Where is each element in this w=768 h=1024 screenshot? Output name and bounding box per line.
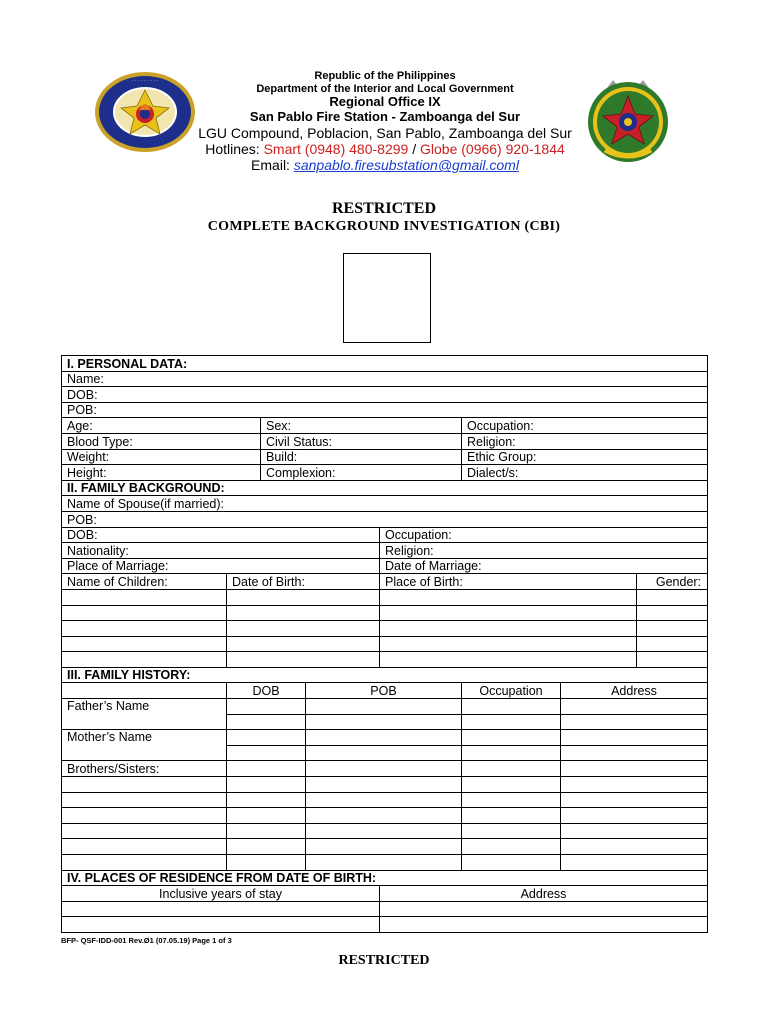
religion-field[interactable]: Religion: (462, 433, 708, 449)
ethnic-group-field[interactable]: Ethic Group: (462, 449, 708, 465)
form-code: BFP- QSF-IDD-001 Rev.Ø1 (07.05.19) Page 1 of 3 (61, 936, 232, 945)
spouse-religion-field[interactable]: Religion: (380, 543, 708, 559)
weight-field[interactable]: Weight: (62, 449, 261, 465)
table-cell[interactable] (227, 761, 306, 777)
spouse-field[interactable]: Name of Spouse(if married): (62, 496, 708, 512)
department-line: Department of the Interior and Local Government (256, 82, 514, 95)
siblings-label: Brothers/Sisters: (62, 761, 227, 777)
inclusive-years-header: Inclusive years of stay (62, 886, 380, 902)
dob-field[interactable]: DOB: (62, 387, 708, 403)
history-pob-header: POB (306, 683, 462, 699)
table-cell[interactable] (227, 652, 380, 668)
station-line: San Pablo Fire Station - Zamboanga del Sur (249, 109, 521, 125)
table-cell[interactable] (227, 621, 380, 637)
mothers-name-label: Mother’s Name (62, 730, 227, 761)
smart-number: Smart (0948) 480-8299 (263, 141, 409, 158)
spouse-occupation-field[interactable]: Occupation: (380, 527, 708, 543)
table-cell[interactable] (462, 839, 561, 855)
section-family-history: III. FAMILY HISTORY: (62, 667, 708, 683)
nationality-field[interactable]: Nationality: (62, 543, 380, 559)
table-cell[interactable] (227, 808, 306, 824)
residence-address-header: Address (380, 886, 708, 902)
section-places-of-residence: IV. PLACES OF RESIDENCE FROM DATE OF BIRTH: (62, 870, 708, 886)
table-cell[interactable] (62, 855, 227, 871)
table-cell[interactable] (561, 855, 708, 871)
build-field[interactable]: Build: (261, 449, 462, 465)
email-link[interactable]: sanpablo.firesubstation@gmail.coml (293, 157, 519, 174)
table-cell[interactable] (62, 823, 227, 839)
table-cell[interactable] (462, 730, 561, 746)
section-family-background: II. FAMILY BACKGROUND: (62, 480, 708, 496)
letterhead (150, 70, 620, 173)
republic-line: Republic of the Philippines (314, 70, 456, 82)
table-cell[interactable] (380, 901, 708, 917)
table-cell[interactable] (306, 839, 462, 855)
table-cell[interactable] (561, 808, 708, 824)
table-cell[interactable] (62, 901, 380, 917)
civil-status-field[interactable]: Civil Status: (261, 433, 462, 449)
table-row (62, 636, 708, 652)
hotlines-label: Hotlines: (205, 141, 264, 158)
children-dob-header: Date of Birth: (227, 574, 380, 590)
table-cell[interactable] (62, 777, 227, 793)
table-cell[interactable] (637, 636, 708, 652)
email-line (150, 157, 620, 173)
table-cell[interactable] (227, 699, 306, 715)
table-cell[interactable] (380, 652, 637, 668)
table-cell[interactable] (62, 808, 227, 824)
table-cell[interactable] (306, 808, 462, 824)
section-personal-data: I. PERSONAL DATA: (62, 356, 708, 372)
cbi-form-table (61, 355, 708, 933)
table-row (62, 917, 708, 933)
table-cell[interactable] (62, 917, 380, 933)
children-pob-header: Place of Birth: (380, 574, 637, 590)
table-cell[interactable] (227, 636, 380, 652)
table-cell[interactable] (306, 714, 462, 730)
table-cell[interactable] (306, 855, 462, 871)
table-row (62, 621, 708, 637)
table-cell[interactable] (637, 605, 708, 621)
table-cell[interactable] (227, 777, 306, 793)
restricted-bottom: RESTRICTED (338, 953, 430, 968)
table-row (62, 901, 708, 917)
table-cell[interactable] (380, 589, 637, 605)
table-cell[interactable] (380, 917, 708, 933)
table-cell[interactable] (306, 730, 462, 746)
children-gender-header: Gender: (637, 574, 708, 590)
svg-text:· · · · · · · · ·: · · · · · · · · · (131, 78, 159, 84)
regional-office-line: Regional Office IX (329, 94, 441, 110)
table-row (62, 777, 708, 793)
table-cell[interactable] (227, 714, 306, 730)
date-of-marriage-field[interactable]: Date of Marriage: (380, 558, 708, 574)
table-cell[interactable] (561, 839, 708, 855)
table-cell[interactable] (561, 714, 708, 730)
table-cell (62, 683, 227, 699)
table-row (62, 808, 708, 824)
table-cell[interactable] (380, 605, 637, 621)
address-line: LGU Compound, Poblacion, San Pablo, Zamboanga del Sur (198, 125, 572, 142)
table-cell[interactable] (462, 823, 561, 839)
hotlines-line (150, 141, 620, 157)
table-cell[interactable] (637, 652, 708, 668)
table-cell[interactable] (306, 792, 462, 808)
table-cell[interactable] (306, 777, 462, 793)
pob-field[interactable]: POB: (62, 402, 708, 418)
table-cell[interactable] (561, 745, 708, 761)
table-cell[interactable] (561, 730, 708, 746)
table-cell[interactable] (561, 792, 708, 808)
table-row (62, 855, 708, 871)
blood-type-field[interactable]: Blood Type: (62, 433, 261, 449)
table-cell[interactable] (380, 621, 637, 637)
table-cell[interactable] (62, 839, 227, 855)
children-name-header: Name of Children: (62, 574, 227, 590)
form-title: COMPLETE BACKGROUND INVESTIGATION (CBI) (207, 219, 561, 234)
table-cell[interactable] (462, 745, 561, 761)
table-cell[interactable] (462, 699, 561, 715)
spouse-dob-field[interactable]: DOB: (62, 527, 380, 543)
place-of-marriage-field[interactable]: Place of Marriage: (62, 558, 380, 574)
table-cell[interactable] (462, 808, 561, 824)
table-cell[interactable] (306, 761, 462, 777)
complexion-field[interactable]: Complexion: (261, 465, 462, 481)
table-cell[interactable] (227, 745, 306, 761)
email-label: Email: (251, 157, 294, 174)
table-cell[interactable] (561, 699, 708, 715)
table-row (62, 652, 708, 668)
table-cell[interactable] (637, 621, 708, 637)
table-cell[interactable] (380, 636, 637, 652)
history-occupation-header: Occupation (462, 683, 561, 699)
dialects-field[interactable]: Dialect/s: (462, 465, 708, 481)
table-cell[interactable] (637, 589, 708, 605)
table-cell[interactable] (62, 605, 227, 621)
hotline-separator: / (408, 141, 420, 158)
table-cell[interactable] (306, 823, 462, 839)
table-cell[interactable] (227, 855, 306, 871)
name-field[interactable]: Name: (62, 371, 708, 387)
restricted-top: RESTRICTED (331, 200, 437, 217)
table-cell[interactable] (462, 792, 561, 808)
table-row (62, 839, 708, 855)
table-cell[interactable] (306, 699, 462, 715)
photo-box[interactable] (343, 253, 431, 343)
table-cell[interactable] (227, 792, 306, 808)
sex-field[interactable]: Sex: (261, 418, 462, 434)
table-cell[interactable] (62, 652, 227, 668)
table-cell[interactable] (227, 589, 380, 605)
history-address-header: Address (561, 683, 708, 699)
table-cell[interactable] (462, 855, 561, 871)
fathers-name-label: Father’s Name (62, 699, 227, 730)
table-row (62, 823, 708, 839)
table-cell[interactable] (462, 761, 561, 777)
history-dob-header: DOB (227, 683, 306, 699)
table-cell[interactable] (62, 636, 227, 652)
table-cell[interactable] (227, 823, 306, 839)
table-cell[interactable] (561, 823, 708, 839)
height-field[interactable]: Height: (62, 465, 261, 481)
table-cell[interactable] (227, 730, 306, 746)
occupation-field[interactable]: Occupation: (462, 418, 708, 434)
table-row (62, 792, 708, 808)
table-cell[interactable] (62, 589, 227, 605)
age-field[interactable]: Age: (62, 418, 261, 434)
spouse-pob-field[interactable]: POB: (62, 511, 708, 527)
table-cell[interactable] (561, 777, 708, 793)
table-cell[interactable] (462, 777, 561, 793)
table-row (62, 605, 708, 621)
table-cell[interactable] (62, 792, 227, 808)
table-cell[interactable] (62, 621, 227, 637)
table-cell[interactable] (462, 714, 561, 730)
table-cell[interactable] (306, 745, 462, 761)
table-row (62, 589, 708, 605)
globe-number: Globe (0966) 920-1844 (420, 141, 565, 158)
table-cell[interactable] (227, 839, 306, 855)
table-cell[interactable] (227, 605, 380, 621)
table-cell[interactable] (561, 761, 708, 777)
